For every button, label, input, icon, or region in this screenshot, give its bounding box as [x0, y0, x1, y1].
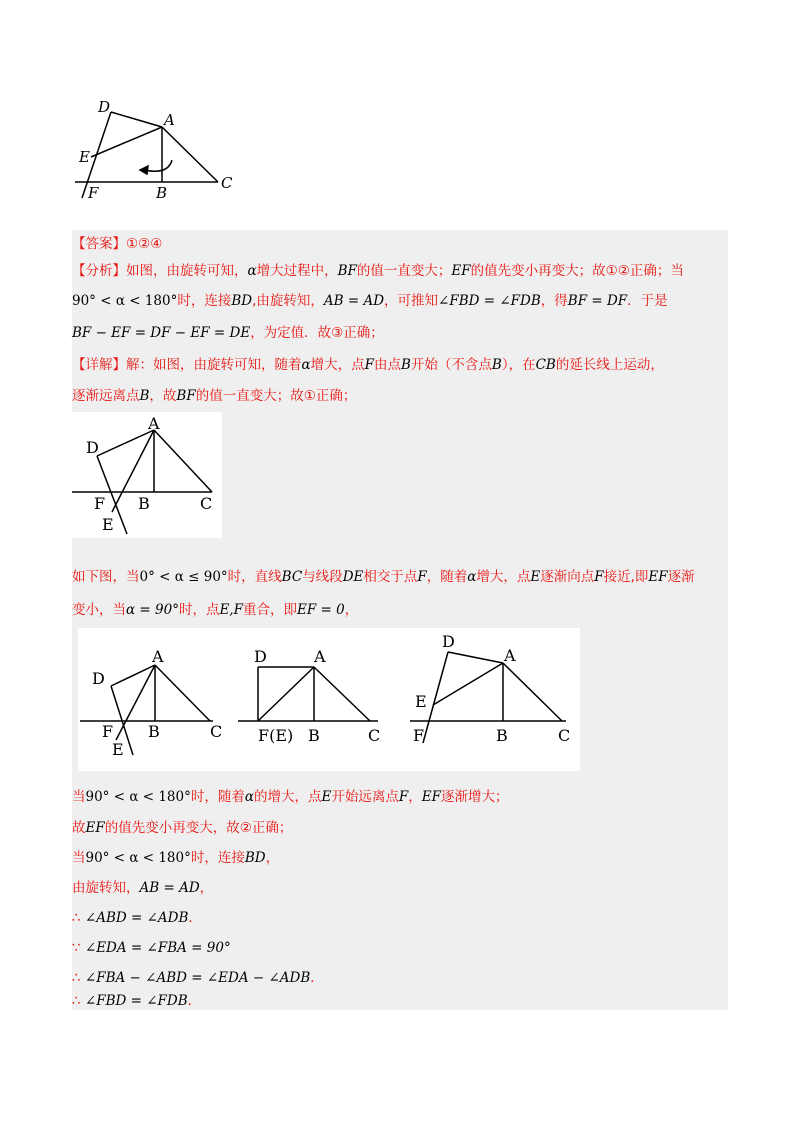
label-F: F: [94, 494, 106, 513]
math: CB: [535, 357, 556, 373]
figure-3: [78, 628, 580, 771]
label-E: E: [415, 692, 427, 711]
row-6: [72, 938, 722, 958]
text: ，得: [540, 293, 568, 309]
text: ∴: [72, 970, 85, 986]
figure-2-svg: [72, 412, 222, 538]
para2-line-2: [72, 600, 722, 620]
text: 如图，由旋转可知，: [126, 263, 248, 279]
label-B: B: [138, 494, 150, 513]
label-C: C: [210, 722, 223, 741]
text: 如下图，当: [72, 569, 140, 585]
label-D: D: [98, 98, 111, 116]
answer-tag: 【答案】: [72, 236, 126, 252]
row-5: [72, 908, 722, 928]
math: E: [321, 789, 332, 805]
text: 时，随着: [190, 789, 245, 805]
label-C: C: [221, 174, 233, 192]
math: EF: [648, 569, 668, 585]
text: 增大过程中，: [256, 263, 338, 279]
analysis-line-3: [72, 323, 722, 343]
text: 的增大，点: [253, 789, 322, 805]
math: 0° < α ≤ 90°: [139, 569, 228, 585]
analysis-line-2: [72, 291, 722, 311]
text: 当: [72, 789, 86, 805]
text: 增大，点: [310, 357, 365, 373]
text: 的值一直变大；: [356, 263, 452, 279]
math: B: [401, 357, 411, 373]
label-E: E: [112, 740, 124, 759]
math: ∠FBD = ∠FDB: [84, 993, 188, 1009]
math: F: [594, 569, 604, 585]
text: ∵: [72, 940, 85, 956]
text: ．: [188, 910, 202, 926]
text: 逐渐: [667, 569, 695, 585]
math: F: [417, 569, 427, 585]
label-D: D: [92, 669, 105, 688]
text: ．: [187, 993, 202, 1009]
label-D: D: [442, 632, 455, 651]
label-A: A: [148, 414, 160, 433]
text: 时，连接: [177, 293, 232, 309]
detail-line-1: [72, 355, 722, 375]
math: E,F: [219, 602, 243, 618]
math: AB = AD: [139, 880, 200, 896]
row-2: [72, 818, 722, 838]
math: 90° < α < 180°: [85, 850, 191, 866]
text: 变小，当: [72, 602, 126, 618]
text: 的延长线上运动，: [555, 357, 664, 373]
text: ，: [408, 789, 422, 805]
math: ∠FBD = ∠FDB: [438, 293, 541, 309]
label-D: D: [254, 647, 267, 666]
text: ，故: [149, 388, 177, 404]
text: 由旋转知，: [72, 880, 140, 896]
text: 的值一直变大；故①正确；: [195, 388, 357, 404]
detail-tag: 【详解】: [72, 357, 126, 373]
text: 与线段: [302, 569, 343, 585]
math: ∠EDA = ∠FBA = 90°: [84, 940, 231, 956]
math: 90° < α < 180°: [72, 293, 178, 309]
answer-line: [72, 234, 722, 254]
math: F: [364, 357, 374, 373]
text: ，: [265, 850, 280, 866]
row-8: [72, 991, 722, 1011]
label-A: A: [504, 646, 516, 665]
figure-3-svg: [78, 628, 580, 771]
text: 的值先变小再变大；故①②正确；当: [470, 263, 684, 279]
text: 当: [72, 850, 86, 866]
label-A: A: [314, 647, 326, 666]
figure-2: [72, 412, 222, 538]
para2-line-1: [72, 567, 722, 587]
text: ，: [344, 602, 359, 618]
text: ，为定值．故③正确；: [250, 325, 384, 341]
text: 逐渐远离点: [72, 388, 140, 404]
math: α: [467, 569, 477, 585]
text: 逐渐向点: [540, 569, 595, 585]
text: ，随着: [426, 569, 468, 585]
text: 的值先变小再变大，故②正确；: [104, 820, 293, 836]
solution-panel: [72, 230, 728, 1010]
math: BD: [231, 293, 253, 309]
label-B: B: [496, 726, 508, 745]
math: α: [301, 357, 311, 373]
math: BF: [176, 388, 196, 404]
label-E: E: [102, 515, 114, 534]
math: BF: [337, 263, 357, 279]
answer-value: ①②④: [126, 236, 163, 252]
text: ），在: [501, 357, 536, 373]
label-D: D: [86, 438, 99, 457]
label-F: F: [413, 726, 425, 745]
row-3: [72, 848, 722, 868]
text: 由点: [374, 357, 401, 373]
math: BD: [244, 850, 266, 866]
math: DE: [342, 569, 364, 585]
row-4: [72, 878, 722, 898]
text: 故: [72, 820, 86, 836]
math: ∠ABD = ∠ADB: [84, 910, 189, 926]
math: AB = AD: [323, 293, 385, 309]
text: ．于是: [627, 293, 668, 309]
text: 时，直线: [227, 569, 282, 585]
label-C: C: [200, 494, 213, 513]
math: ∠FBA − ∠ABD = ∠EDA − ∠ADB: [84, 970, 311, 986]
label-B: B: [148, 722, 160, 741]
row-1: [72, 787, 722, 807]
math: 90° < α < 180°: [85, 789, 191, 805]
text: 接近,即: [603, 569, 649, 585]
text: ．: [310, 970, 324, 986]
top-figure-svg: [70, 95, 240, 205]
text: 时，连接: [190, 850, 245, 866]
label-C: C: [368, 726, 381, 745]
text: 重合，即: [242, 602, 297, 618]
math: F: [398, 789, 409, 805]
label-B: B: [156, 184, 168, 202]
text: 解：如图，由旋转可知，随着: [126, 357, 302, 373]
math: α: [244, 789, 254, 805]
text: ,由旋转知，: [252, 293, 324, 309]
detail-line-2: [72, 386, 722, 406]
label-A: A: [152, 647, 164, 666]
analysis-tag: 【分析】: [72, 263, 126, 279]
top-figure: [70, 95, 240, 205]
math: BC: [281, 569, 303, 585]
math: α = 90°: [126, 602, 179, 618]
text: 逐渐增大；: [440, 789, 509, 805]
math: B: [139, 388, 150, 404]
text: 开始远离点: [331, 789, 399, 805]
text: ，可推知: [384, 293, 439, 309]
row-7: [72, 968, 722, 988]
math: BF = DF: [567, 293, 628, 309]
math: EF = 0: [296, 602, 345, 618]
math: BF − EF = DF − EF = DE: [72, 325, 251, 341]
text: 相交于点: [363, 569, 418, 585]
label-E: E: [79, 148, 90, 166]
analysis-line-1: [72, 261, 722, 281]
math: EF: [451, 263, 471, 279]
label-A: A: [164, 111, 175, 129]
label-F: F: [102, 722, 114, 741]
math: B: [491, 357, 502, 373]
math: E: [530, 569, 541, 585]
label-F: F: [88, 184, 99, 202]
math: α: [247, 263, 257, 279]
text: ∴: [72, 910, 85, 926]
text: 时，点: [178, 602, 220, 618]
math: EF: [85, 820, 105, 836]
text: ，: [199, 880, 214, 896]
math: EF: [421, 789, 441, 805]
label-FE: F(E): [258, 726, 294, 745]
label-C: C: [558, 726, 571, 745]
text: 增大，点: [476, 569, 531, 585]
text: ∴: [72, 993, 85, 1009]
text: 开始（不含点: [410, 357, 492, 373]
label-B: B: [308, 726, 320, 745]
